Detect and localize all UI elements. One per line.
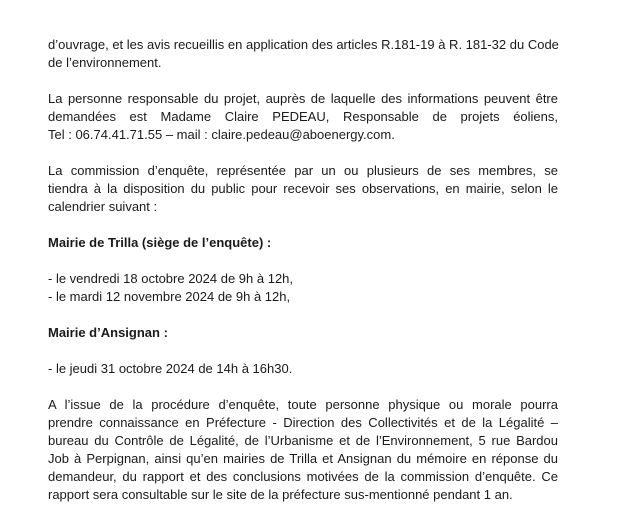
commission-paragraph xyxy=(48,162,558,216)
commission-line-1: La commission d’enquête, représentée par un ou plusieurs de ses membres, se xyxy=(48,163,558,178)
issue-paragraph xyxy=(48,396,558,504)
issue-line-1: A l’issue de la procédure d’enquête, toute personne physique ou morale pourra xyxy=(48,397,558,412)
issue-line-6: rapport sera consultable sur le site de la préfecture sus-mentionné pendant 1 an. xyxy=(48,487,513,502)
commission-line-3: calendrier suivant : xyxy=(48,199,158,214)
intro-paragraph xyxy=(48,36,558,72)
issue-line-4: Job à Perpignan, ainsi qu’en mairies de Trilla et Ansignan du mémoire en réponse du xyxy=(48,451,558,466)
intro-line-2: de l’environnement. xyxy=(48,55,162,70)
issue-line-5: demandeur, du rapport et des conclusions motivées de la commission d’enquête. Ce xyxy=(48,469,558,484)
issue-line-3: bureau du Contrôle de Légalité, de l’Urbanisme et de l’Environnement, 5 rue Bardou xyxy=(48,433,558,448)
contact-line-3: Tel : 06.74.41.71.55 – mail : claire.pedeau@aboenergy.com. xyxy=(48,127,395,142)
issue-line-2: prendre connaissance en Préfecture - Direction des Collectivités et de la Légalité – xyxy=(48,415,558,430)
contact-line-2: demandées est Madame Claire PEDEAU, Responsable de projets éoliens, xyxy=(48,109,558,124)
ansignan-heading: Mairie d’Ansignan : xyxy=(48,325,168,340)
ansignan-date-item: - le jeudi 31 octobre 2024 de 14h à 16h30. xyxy=(48,361,293,376)
contact-line-1: La personne responsable du projet, auprès de laquelle des informations peuvent être xyxy=(48,91,558,106)
intro-line-1: d’ouvrage, et les avis recueillis en application des articles R.181-19 à R. 181-32 du Code xyxy=(48,37,559,52)
document-page xyxy=(48,36,558,504)
commission-line-2: tiendra à la disposition du public pour recevoir ses observations, en mairie, selon le xyxy=(48,181,558,196)
trilla-date-item: - le vendredi 18 octobre 2024 de 9h à 12h, xyxy=(48,271,294,286)
trilla-heading: Mairie de Trilla (siège de l’enquête) : xyxy=(48,235,272,250)
trilla-date-item: - le mardi 12 novembre 2024 de 9h à 12h, xyxy=(48,289,291,304)
contact-paragraph xyxy=(48,90,558,144)
